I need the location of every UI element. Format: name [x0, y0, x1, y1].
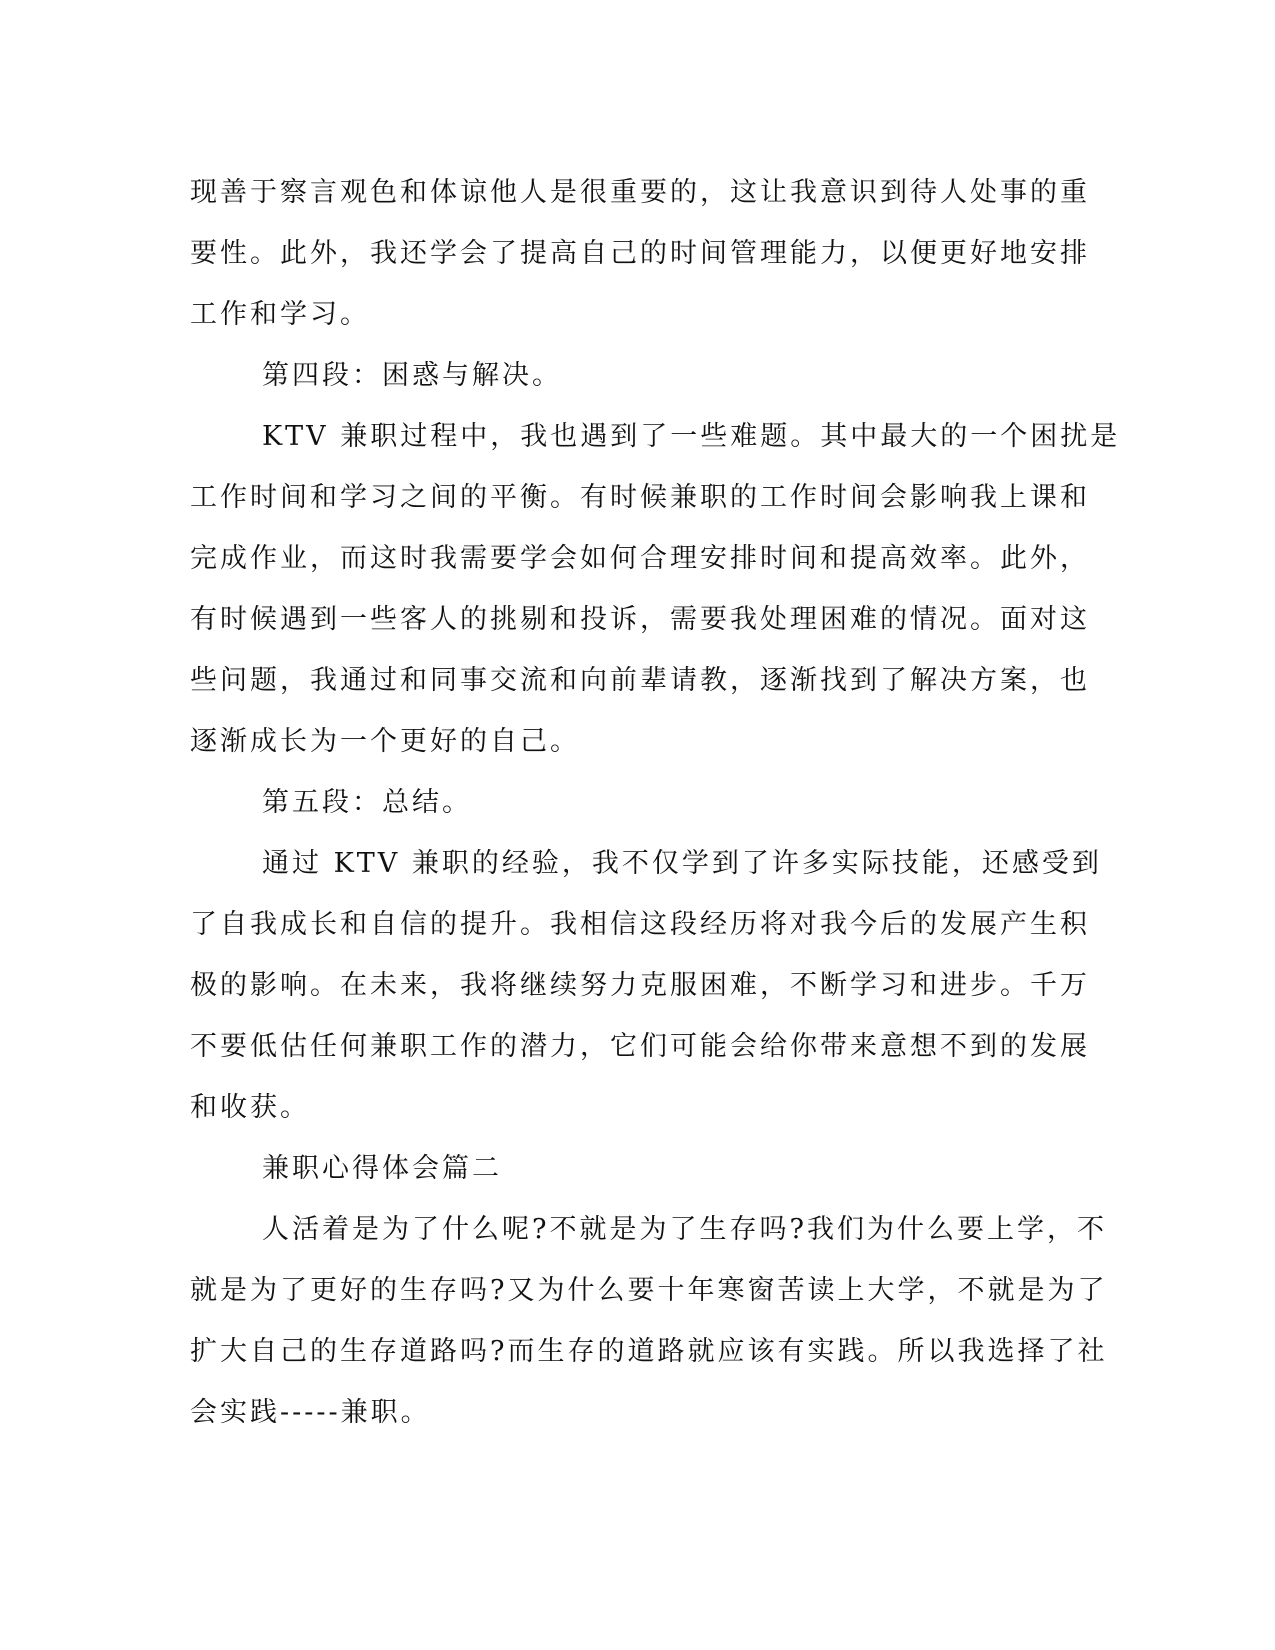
heading-text: 第四段：困惑与解决。: [262, 360, 562, 391]
text-line: 通过 KTV 兼职的经验，我不仅学到了许多实际技能，还感受到: [262, 848, 1102, 879]
text-line: 和收获。: [190, 1092, 310, 1123]
article-title-part-two: [190, 1138, 1090, 1199]
text-line: 完成作业，而这时我需要学会如何合理安排时间和提高效率。此外，: [190, 543, 1090, 574]
text-line: 扩大自己的生存道路吗?而生存的道路就应该有实践。所以我选择了社: [190, 1336, 1108, 1367]
text-line: 工作和学习。: [190, 299, 370, 330]
text-line: 工作时间和学习之间的平衡。有时候兼职的工作时间会影响我上课和: [190, 482, 1090, 513]
document-body: [190, 162, 1121, 1443]
text-line: 逐渐成长为一个更好的自己。: [190, 726, 580, 757]
text-line: 现善于察言观色和体谅他人是很重要的，这让我意识到待人处事的重: [190, 177, 1090, 208]
section-heading-four: [190, 345, 1090, 406]
text-line: 不要低估任何兼职工作的潜力，它们可能会给你带来意想不到的发展: [190, 1031, 1090, 1062]
paragraph-why-part-time: [190, 1199, 1108, 1443]
paragraph-confusion-solution: [190, 406, 1121, 772]
text-line: 就是为了更好的生存吗?又为什么要十年寒窗苦读上大学，不就是为了: [190, 1275, 1108, 1306]
text-line: 人活着是为了什么呢?不就是为了生存吗?我们为什么要上学，不: [262, 1214, 1107, 1245]
text-line: 会实践-----兼职。: [190, 1397, 431, 1428]
paragraph-summary: [190, 833, 1102, 1138]
section-heading-five: [190, 772, 1090, 833]
text-line: 要性。此外，我还学会了提高自己的时间管理能力，以便更好地安排: [190, 238, 1090, 269]
heading-text: 第五段：总结。: [262, 787, 472, 818]
text-line: 些问题，我通过和同事交流和向前辈请教，逐渐找到了解决方案，也: [190, 665, 1090, 696]
text-line: 极的影响。在未来，我将继续努力克服困难，不断学习和进步。千万: [190, 970, 1090, 1001]
text-line: 有时候遇到一些客人的挑剔和投诉，需要我处理困难的情况。面对这: [190, 604, 1090, 635]
heading-text: 兼职心得体会篇二: [262, 1153, 502, 1184]
text-line: 了自我成长和自信的提升。我相信这段经历将对我今后的发展产生积: [190, 909, 1090, 940]
text-line: KTV 兼职过程中，我也遇到了一些难题。其中最大的一个困扰是: [262, 421, 1121, 452]
paragraph-continuation: [190, 162, 1090, 345]
